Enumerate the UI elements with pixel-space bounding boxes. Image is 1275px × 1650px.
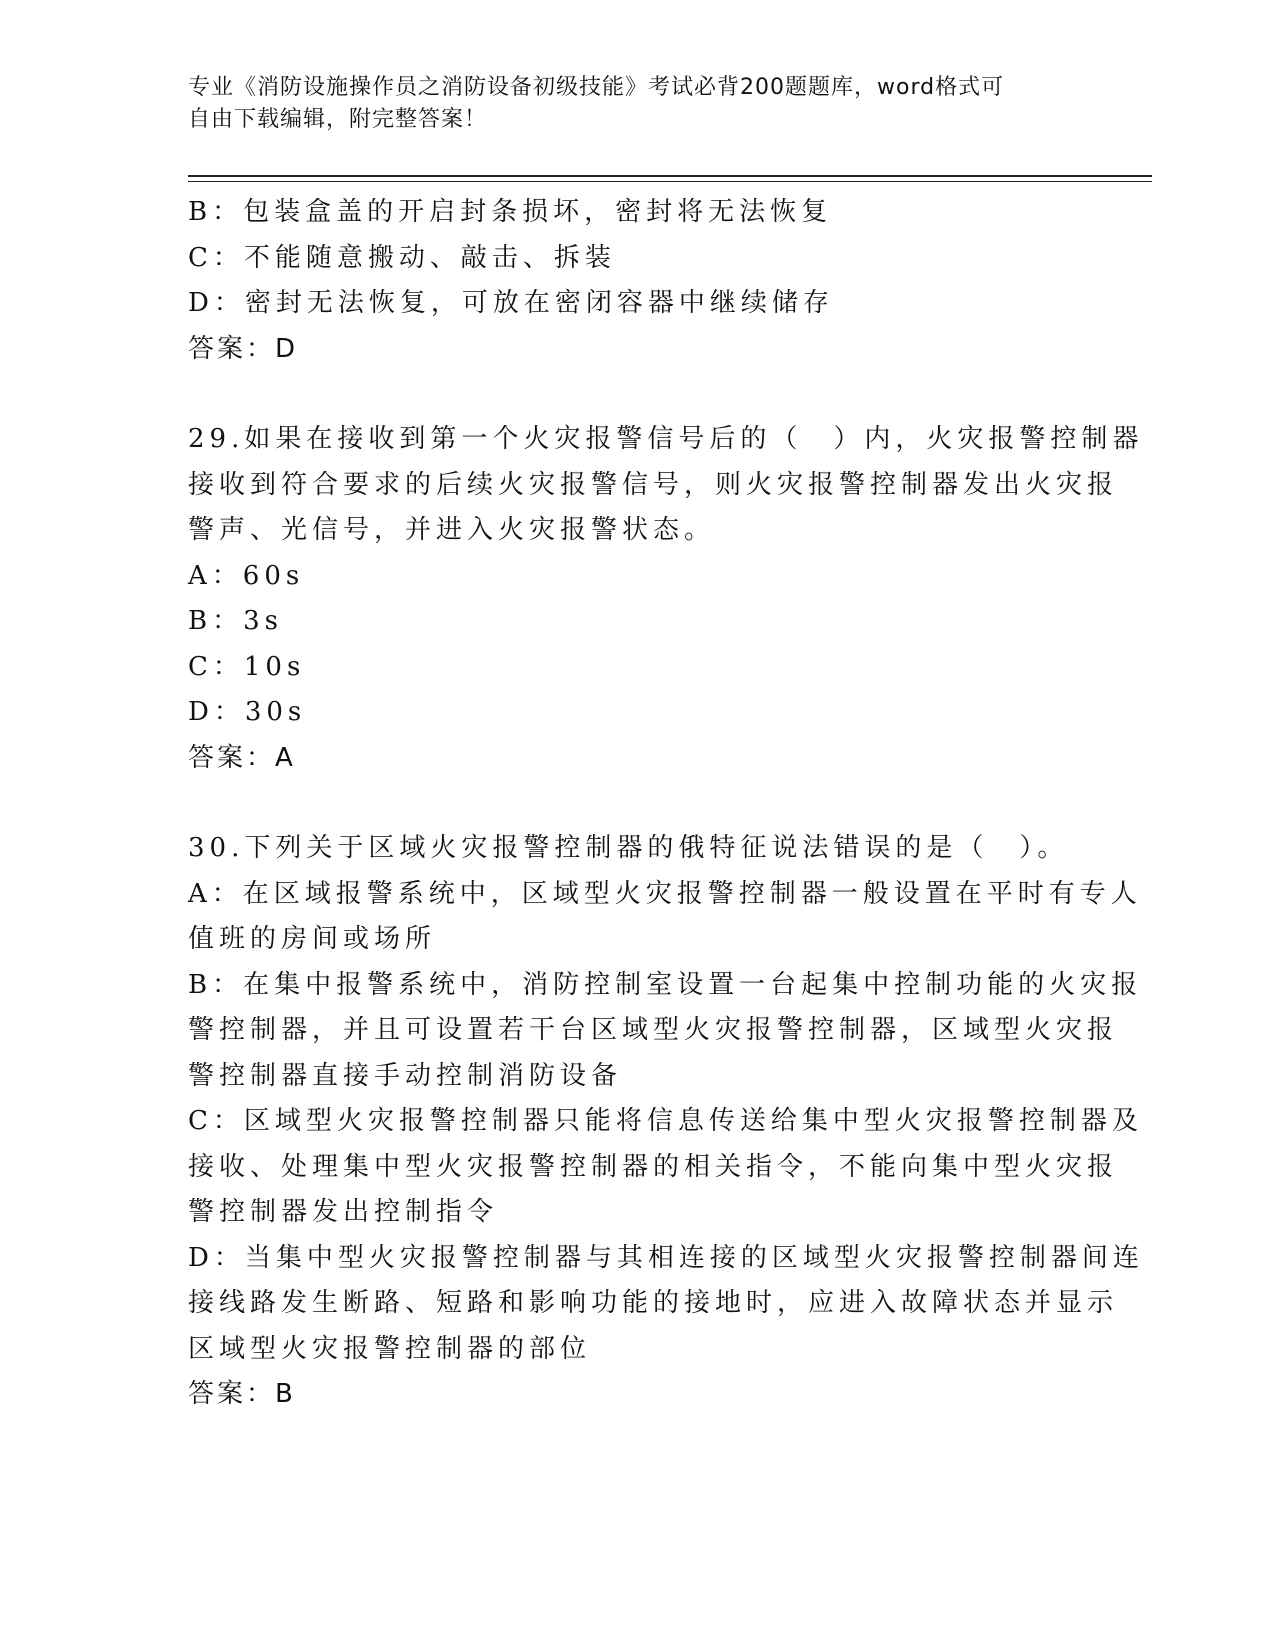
document-header	[188, 72, 1088, 136]
question-stem: 29.如果在接收到第一个火灾报警信号后的（ ）内，火灾报警控制器	[188, 424, 1144, 454]
option-d: D：当集中型火灾报警控制器与其相连接的区域型火灾报警控制器间连	[188, 1242, 1144, 1273]
option-c: C：区域型火灾报警控制器只能将信息传送给集中型火灾报警控制器及	[188, 1106, 1143, 1136]
question-stem: 接收到符合要求的后续火灾报警信号，则火灾报警控制器发出火灾报	[188, 469, 1119, 500]
answer: 答案：D	[188, 333, 299, 364]
header-line-2: 自由下载编辑，附完整答案！	[188, 107, 488, 132]
document-body	[188, 190, 1144, 1418]
option-c-cont: 警控制器发出控制指令	[188, 1197, 499, 1227]
header-line-1: 专业《消防设施操作员之消防设备初级技能》考试必背200题题库，word格式可	[188, 75, 1005, 100]
header-rule-thin	[188, 181, 1152, 182]
option-b: B：在集中报警系统中，消防控制室设置一台起集中控制功能的火灾报	[188, 969, 1143, 1000]
option-a-cont: 值班的房间或场所	[188, 924, 437, 954]
question-29	[188, 417, 1144, 781]
answer: 答案：B	[188, 1379, 296, 1409]
option-c-cont: 接收、处理集中型火灾报警控制器的相关指令，不能向集中型火灾报	[188, 1151, 1119, 1182]
option-b-cont: 警控制器直接手动控制消防设备	[188, 1060, 623, 1091]
option-b: B：3s	[188, 606, 283, 636]
question-30	[188, 826, 1144, 1418]
option-d-cont: 区域型火灾报警控制器的部位	[188, 1333, 592, 1364]
option-d-cont: 接线路发生断路、短路和影响功能的接地时，应进入故障状态并显示	[188, 1288, 1119, 1318]
option-a: A：在区域报警系统中，区域型火灾报警控制器一般设置在平时有专人	[188, 878, 1142, 909]
header-rule-thick	[188, 175, 1152, 177]
question-stem: 30.下列关于区域火灾报警控制器的俄特征说法错误的是（ ）。	[188, 833, 1069, 863]
option-c: C：不能随意搬动、敲击、拆装	[188, 242, 616, 273]
question-stem: 警声、光信号，并进入火灾报警状态。	[188, 515, 716, 545]
answer: 答案：A	[188, 742, 296, 773]
option-a: A：60s	[188, 560, 305, 591]
option-d: D：密封无法恢复，可放在密闭容器中继续储存	[188, 288, 834, 318]
option-b-cont: 警控制器，并且可设置若干台区域型火灾报警控制器，区域型火灾报	[188, 1015, 1119, 1045]
prev-question-block	[188, 190, 1088, 372]
option-c: C：10s	[188, 651, 306, 682]
option-b: B：包装盒盖的开启封条损坏，密封将无法恢复	[188, 197, 833, 227]
option-d: D：30s	[188, 697, 307, 727]
